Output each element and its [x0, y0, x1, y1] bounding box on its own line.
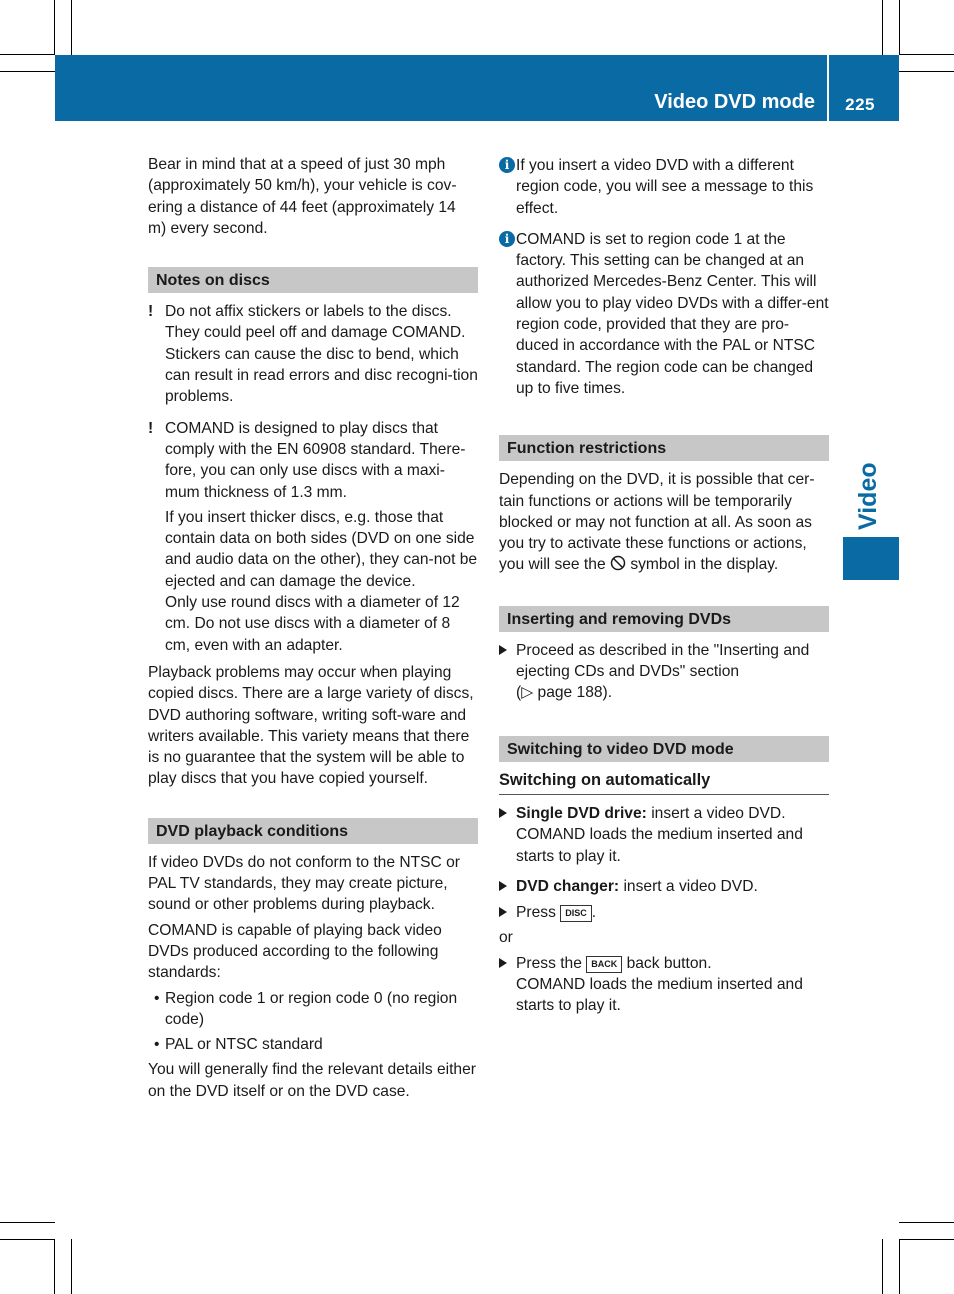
section-heading-inserting: Inserting and removing DVDs [499, 606, 829, 632]
bullet-icon: • [154, 1036, 160, 1054]
warning-detail: Only use round discs with a diameter of 12 cm. Do not use discs with a diameter of 8 cm, even with an adapter. [165, 594, 460, 654]
paragraph: COMAND is capable of playing back video DVDs produced according to the following standards: [148, 921, 442, 982]
step-result: COMAND loads the medium inserted and starts to play it. [516, 826, 803, 865]
crop-mark [899, 71, 954, 72]
subsection-heading: Switching on automatically [499, 770, 829, 795]
list-item-text: Region code 1 or region code 0 (no region code) [165, 989, 458, 1028]
step-item [499, 803, 829, 867]
warning-text: COMAND is designed to play discs that comply with the EN 60908 standard. There-fore, you can only use discs with a maxi-mum thickness of 1.3 mm. [165, 419, 466, 501]
info-note [499, 229, 829, 399]
section-heading-function-restrictions: Function restrictions [499, 435, 829, 461]
crop-mark [54, 1239, 55, 1294]
paragraph: You will generally find the relevant details either on the DVD itself or on the DVD case. [148, 1061, 476, 1100]
crop-mark [899, 0, 900, 55]
crop-mark [0, 54, 55, 55]
section-heading-notes: Notes on discs [148, 267, 478, 293]
info-icon: i [499, 231, 515, 247]
left-column [148, 154, 478, 1102]
side-tab-label: Video [854, 462, 882, 530]
step-item [499, 640, 829, 704]
info-note [499, 155, 829, 219]
info-text: If you insert a video DVD with a different region code, you will see a message to this effect. [516, 157, 814, 217]
step-arrow-icon [499, 645, 507, 655]
crop-mark [0, 71, 55, 72]
copied-discs-paragraph: Playback problems may occur when playing copied discs. There are a large variety of discs, DVD authoring software, writing soft-ware and writers available. This variety means that there is no guarantee that the system will be able to play discs that you have copied yourself. [148, 663, 474, 788]
list-item [148, 988, 478, 1031]
step-text: Press [516, 904, 556, 922]
intro-paragraph: Bear in mind that at a speed of just 30 mph (approximately 50 km/h), your vehicle is cov-ering a distance of 44 feet (approximately 14 m) every second. [148, 156, 457, 237]
list-item-text: PAL or NTSC standard [165, 1036, 323, 1054]
page-title: Video DVD mode [654, 91, 815, 113]
paragraph-text: symbol in the display. [630, 556, 779, 574]
crop-mark [71, 1239, 72, 1294]
step-text: Proceed as described in the "Inserting and ejecting CDs and DVDs" section [516, 641, 810, 681]
crop-mark [0, 1239, 55, 1240]
step-arrow-icon [499, 907, 507, 917]
step-arrow-icon [499, 958, 507, 968]
back-key-icon: BACK [586, 956, 622, 973]
step-label: DVD changer: [516, 877, 620, 895]
disc-key-icon: DISC [560, 905, 592, 922]
paragraph [499, 469, 829, 575]
page-reference-link[interactable]: (▷ page 188). [516, 684, 613, 702]
or-text: or [499, 929, 513, 947]
crop-mark [54, 0, 55, 55]
info-icon: i [499, 157, 515, 173]
page-number: 225 [845, 95, 875, 114]
crop-mark [899, 1239, 954, 1240]
step-item [499, 953, 829, 1017]
crop-mark [899, 1222, 954, 1223]
bullet-icon: • [154, 989, 160, 1007]
step-text: insert a video DVD. [623, 877, 758, 895]
info-text: COMAND is set to region code 1 at the factory. This setting can be changed at an authorized Mercedes-Benz Center. This will allow you to play video DVDs with a differ-ent region code, provided that they are pro-duced in accordance with the PAL or NTSC standard. The region code can be changed up to five times. [516, 230, 829, 397]
prohibited-icon [610, 556, 630, 573]
header-divider [827, 55, 829, 121]
step-text: back button. [626, 954, 712, 972]
section-heading-switching: Switching to video DVD mode [499, 736, 829, 762]
warning-note [148, 301, 478, 407]
crop-mark [71, 0, 72, 55]
section-heading-dvd-conditions: DVD playback conditions [148, 818, 478, 844]
paragraph-text: Depending on the DVD, it is possible that cer-tain functions or actions will be temporarily blocked or may not function at all. As soon as you try to activate these functions or actions, you will see the [499, 471, 815, 574]
crop-mark [882, 1239, 883, 1294]
step-item: Press DISC . [499, 902, 829, 923]
warning-detail: If you insert thicker discs, e.g. those that contain data on both sides (DVD on one side and audio data on the other), they can-not be ejected and can damage the device. [165, 508, 478, 590]
list-item [148, 1034, 478, 1055]
step-arrow-icon [499, 881, 507, 891]
step-text: insert a video DVD. [651, 804, 786, 822]
step-label: Single DVD drive: [516, 804, 647, 822]
side-tab [843, 537, 899, 580]
step-item [499, 876, 829, 897]
crop-mark [899, 1239, 900, 1294]
crop-mark [0, 1222, 55, 1223]
crop-mark [899, 54, 954, 55]
step-text: Press the [516, 954, 582, 972]
step-result: COMAND loads the medium inserted and starts to play it. [516, 976, 803, 1015]
crop-mark [882, 0, 883, 55]
warning-text: Do not affix stickers or labels to the discs. They could peel off and damage COMAND. Stickers can cause the disc to bend, which can result in read errors and disc recogni-tion problems. [165, 303, 478, 406]
step-arrow-icon [499, 808, 507, 818]
right-column [499, 155, 829, 1017]
page-header [55, 55, 899, 121]
warning-icon: ! [148, 419, 154, 437]
paragraph: If video DVDs do not conform to the NTSC or PAL TV standards, they may create picture, sound or other problems during playback. [148, 853, 461, 914]
warning-note [148, 418, 478, 503]
warning-icon: ! [148, 303, 154, 321]
